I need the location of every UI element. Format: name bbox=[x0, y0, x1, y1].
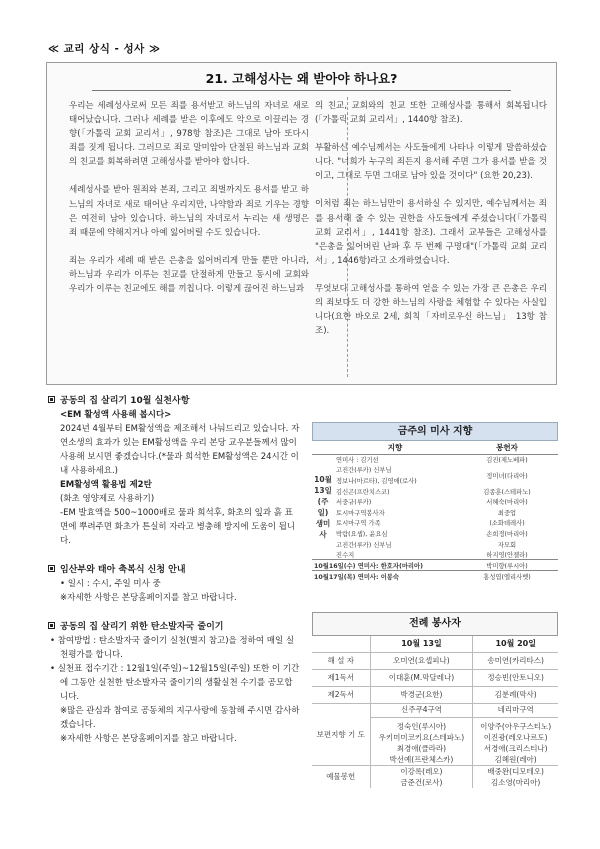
notice-pregnancy-note: ※자세한 사항은 본당홈페이지를 참고 바랍니다. bbox=[60, 593, 237, 603]
faq-paragraph: 이처럼 죄는 하느님만이 용서하실 수 있지만, 예수님께서는 죄를 용서해 줄 수 있는 권한을 사도들에게 주셨습니다(「가톨릭 교회 교리서」, 1441항 참조). 그래서 교부들은 고해성사를 "은총을 잃어버린 난파 후 두 번째 구명대"(「가톨릭 교회 교리서」, 1446항)라고 소개하였습니다. bbox=[315, 199, 547, 266]
table-row: 10월 13일 (주일) 생미사 연미사 : 김기선 김진(제노베파) bbox=[312, 454, 558, 465]
table-row: 김신곤(프란치스코) 김종훈(스테파노) bbox=[336, 488, 531, 496]
faq-title: 21. 고해성사는 왜 받아야 하나요? bbox=[205, 71, 398, 86]
notice-em-tips-title: EM활성액 활용법 제2탄 bbox=[60, 480, 152, 490]
table-row: 박람(요셉), 윤요심 손희정(마리아) bbox=[336, 530, 528, 538]
col-intention: 지향 bbox=[334, 442, 456, 454]
bullet-square-icon bbox=[48, 396, 55, 403]
table-row: 제1독서 이대훈(M.막달레나) 정승빈(안토니오) bbox=[312, 669, 558, 686]
series-header: ≪ 교리 상식 - 성사 ≫ bbox=[48, 43, 161, 55]
faq-paragraph: 의 친교, 교회와의 친교 또한 고해성사를 통해서 회복됩니다(「가톨릭 교회 교리서」, 1440항 참조). bbox=[315, 101, 547, 126]
notice-em-subtitle: <EM 활성액 사용해 봅시다> bbox=[60, 410, 172, 420]
mass-date: 10월 13일 (주일) 생미사 bbox=[314, 474, 332, 539]
faq-paragraph: 세례성사를 받아 원죄와 본죄, 그리고 죄벌까지도 용서를 받고 하느님의 자녀로 새로 태어난 우리지만, 나약함과 죄로 기우는 경향은 여전히 남아 있습니다. 하느님의 자녀로서 누리는 새 생명은 죄 때문에 약해지거나 아예 잃어버릴 수도 있습니다. bbox=[69, 185, 309, 238]
col-offerer: 봉헌자 bbox=[456, 442, 558, 454]
liturgy-service-table bbox=[312, 636, 558, 788]
faq-paragraph: 죄는 우리가 세례 때 받은 은총을 잃어버리게 만들 뿐만 아니라, 하느님과 우리가 이루는 친교를 단절하게 만들고 동시에 교회와 우리가 이루는 친교에도 해를 끼칩니다. 이렇게 끊어진 하느님과 bbox=[69, 255, 309, 295]
table-row: 정보나(마르타), 김영애(로사) bbox=[336, 477, 417, 485]
table-row: 토시마구역봉사자 최중업 bbox=[336, 509, 517, 517]
faq-left-column bbox=[69, 99, 309, 310]
liturgy-service-title: 전례 봉사자 bbox=[312, 612, 558, 636]
faq-box bbox=[46, 62, 557, 385]
mass-intention-table bbox=[312, 442, 558, 581]
notice-carbon-note: ※많은 관심과 참여로 공동체의 지구사랑에 동참해 주시면 감사하겠습니다. bbox=[60, 706, 300, 730]
notice-pregnancy-date: • 일시 : 수시, 주일 미사 중 bbox=[60, 579, 161, 589]
faq-paragraph: 부활하신 예수님께서는 사도들에게 나타나 이렇게 말씀하셨습니다. "너희가 누구의 죄든지 용서해 주면 그가 용서를 받을 것이고, 그대로 두면 그대로 남아 있을 것이다" (요한 20,23). bbox=[315, 143, 547, 182]
notice-carbon-note: ※자세한 사항은 본당홈페이지를 참고 바랍니다. bbox=[60, 734, 237, 744]
table-row: 보편지향 기 도 신주쿠4구역 정숙인(루시아) 우키미미코키요(스테파노) 최경애(클라라) 박선예(프란체스카) 네리마구역 이양주(아우구스티노) 이진광(레오나르도) 서경애(크리스티나) 김혜원(레아) bbox=[312, 703, 558, 765]
notice-em-body: 2024년 4월부터 EM활성액을 제조해서 나눠드리고 있습니다. 자연소생의 효과가 있는 EM활성액을 우리 본당 교우분들께서 많이 사용해 보시면 좋겠습니다.(*물과 희석한 EM활성액은 24시간 이내 사용하세요.) bbox=[60, 424, 300, 476]
table-row: 고진간(루카) 신부님 정미녀(다리아) bbox=[336, 467, 528, 480]
col-oct20: 10월 20일 bbox=[473, 636, 558, 652]
table-row: 제2독서 박경군(요한) 김분례(막사) bbox=[312, 686, 558, 703]
table-row: 10월16일(수) 연미사: 한호자(마리아) 박미향(루시아) bbox=[312, 560, 558, 571]
faq-paragraph: 무엇보다 고해성사를 통하여 얻을 수 있는 가장 큰 은총은 우리의 죄보다도 더 강한 하느님의 사랑을 체험할 수 있다는 사실입니다(요한 바오로 2세, 회칙「자비로우신 하느님」 13항 참조). bbox=[315, 283, 547, 337]
notice-em-title: 공동의 집 살리기 10월 실천사항 bbox=[48, 394, 300, 408]
notice-carbon-item: • 참여방법 : 탄소발자국 줄이기 실천(별지 참고)을 정하여 매일 실천평가를 합니다. bbox=[50, 636, 295, 660]
notices-column bbox=[48, 392, 300, 746]
faq-right-column bbox=[315, 99, 547, 352]
table-row: 토시마구역 가족 (소화데레사) bbox=[336, 520, 525, 528]
notice-em-tips-body: -EM 발효액을 500~1000배로 물과 희석후, 화초의 잎과 흙 표면에 뿌려주면 화초가 튼실히 자라고 병충해 방지에 도움이 됩니다. bbox=[60, 508, 296, 546]
mass-intention-title: 금주의 미사 지향 bbox=[312, 422, 558, 441]
notice-carbon-item: • 실천표 접수기간 : 12월1일(주일)~12월15일(주일) 또한 이 기간에 그동안 실천한 탄소발자국 줄이기의 생활실천 수기를 공모합니다. bbox=[50, 664, 300, 702]
notice-pregnancy-title: 임산부와 태아 축복식 신청 안내 bbox=[48, 563, 300, 577]
table-row: 예물봉헌 이강록(레오) 금준건(로사) 배중완(디모테오) 김소영(마리아) bbox=[312, 765, 558, 788]
table-row: 해 설 자 오미연(요셉피나) 송미연(카리타스) bbox=[312, 652, 558, 669]
table-row: 서중규(루카) 서혜숙(마리아) bbox=[336, 499, 528, 507]
faq-title-underline bbox=[92, 90, 511, 91]
faq-paragraph: 우리는 세례성사로써 모든 죄를 용서받고 하느님의 자녀로 새로 태어났습니다. 그러나 세례를 받은 이후에도 악으로 이끌리는 경향(「가톨릭 교회 교리서」, 978항 참조)은 그대로 남아 또다시 죄를 짓게 됩니다. 그러므로 죄로 말미암아 단절된 하느님과 교회의 친교를 회복하려면 고해성사를 받아야 합니다. bbox=[69, 101, 309, 168]
table-row: 고진간(루카) 신부님 자모회 bbox=[336, 541, 517, 549]
bullet-square-icon bbox=[48, 565, 55, 572]
col-oct13: 10월 13일 bbox=[370, 636, 473, 652]
bullet-square-icon bbox=[48, 622, 55, 629]
table-row: 10월17일(목) 연미사: 이봉숙 홍성엽(엘리사벳) bbox=[312, 571, 558, 582]
table-row: 진수지 하지영(안젤라) bbox=[336, 551, 528, 559]
notice-carbon-title: 공동의 집 살리기 위한 탄소발자국 줄이기 bbox=[48, 620, 300, 634]
notice-em-tips-sub: (화초 영양제로 사용하기) bbox=[60, 494, 155, 504]
